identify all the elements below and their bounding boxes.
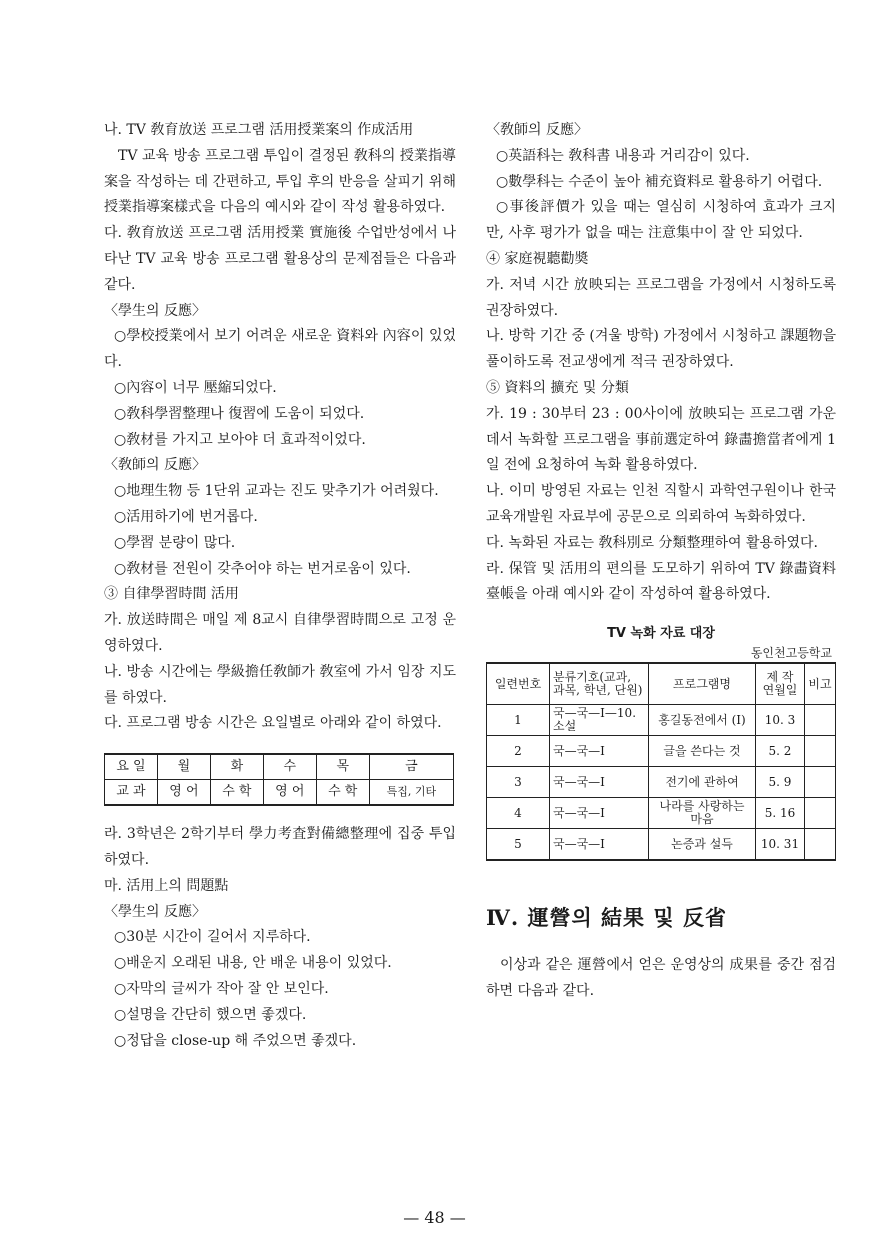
student-reaction-item: ○內容이 너무 壓縮되었다. <box>114 379 277 396</box>
table-cell: 월 <box>157 754 210 780</box>
table-cell: 특집, 기타 <box>369 780 453 806</box>
paragraph-recording-selection: 가. 19 : 30부터 23 : 00사이에 放映되는 프로그램 가운데서 녹화할 프로그램을 事前選定하여 錄畵擔當者에게 1일 전에 요청하여 녹화 활용하였다. <box>486 405 836 474</box>
table-header-row <box>487 663 836 705</box>
student-problem-item: ○정답을 close-up 해 주었으면 좋겠다. <box>114 1032 357 1049</box>
paragraph-vacation-viewing: 나. 방학 기간 중 (겨울 방학) 가정에서 시청하고 課題物을 풀이하도록 전교생에게 적극 권장하였다. <box>486 328 836 371</box>
table-cell: 요 일 <box>105 754 158 780</box>
student-problem-item: ○자막의 글씨가 작아 잘 안 보인다. <box>114 980 329 997</box>
teacher-problem-item: ○數學科는 수준이 높아 補充資料로 활용하기 어렵다. <box>496 173 823 190</box>
table-cell: 수 학 <box>316 780 369 806</box>
table-cell: 논증과 설득 <box>649 829 756 861</box>
student-reaction-item: ○敎科學習整理나 復習에 도움이 되었다. <box>114 405 365 422</box>
table-row <box>487 767 836 798</box>
table-cell <box>805 736 836 767</box>
section-title-results: Ⅳ. 運營의 結果 및 反省 <box>486 905 727 931</box>
table-cell: 국—국—Ⅰ <box>550 736 649 767</box>
table-cell: 화 <box>210 754 263 780</box>
column-header: 제 작 연월일 <box>756 663 805 705</box>
school-name: 동인천고등학교 <box>750 646 832 661</box>
table-cell: 목 <box>316 754 369 780</box>
table-cell: 3 <box>487 767 550 798</box>
table-cell: 수 <box>263 754 316 780</box>
paragraph-na-heading: 나. TV 敎育放送 프로그램 活用授業案의 作成活用 <box>104 122 414 138</box>
table-row <box>487 705 836 736</box>
paragraph-da-reflection: 다. 敎育放送 프로그램 活用授業 實施後 수업반성에서 나타난 TV 교육 방송 프로그램 활용상의 문제점들은 다음과 같다. <box>104 225 456 293</box>
teacher-reaction-heading: 〈敎師의 反應〉 <box>104 457 206 474</box>
student-problem-item: ○30분 시간이 길어서 지루하다. <box>114 929 311 946</box>
student-reaction-heading: 〈學生의 反應〉 <box>104 302 206 319</box>
paragraph-weekday-schedule: 다. 프로그램 방송 시간은 요일별로 아래와 같이 하였다. <box>104 715 442 732</box>
table-cell: 5. 9 <box>756 767 805 798</box>
paragraph-ledger: 라. 保管 및 活用의 편의를 도모하기 위하여 TV 錄畵資料臺帳을 아래 예시와 같이 작성하여 활용하였다. <box>486 560 836 603</box>
section-heading-5: ⑤ 資料의 擴充 및 分類 <box>486 379 629 396</box>
column-header: 분류기호(교과, 과목, 학년, 단원) <box>550 663 649 705</box>
paragraph-program-input: TV 교육 방송 프로그램 투입이 결정된 敎科의 授業指導案을 작성하는 데 간편하고, 투입 후의 반응을 살피기 위해 授業指導案樣式을 다음의 예시와 같이 작성 활용하였다. <box>104 147 456 216</box>
paragraph-recording-request: 나. 이미 방영된 자료는 인천 직할시 과학연구원이나 한국교육개발원 자료부에 공문으로 의뢰하여 녹화하였다. <box>486 483 836 525</box>
table-cell: 영 어 <box>157 780 210 806</box>
student-reaction-heading: 〈學生의 反應〉 <box>104 903 206 920</box>
table-cell: 홍길동전에서 (Ⅰ) <box>649 705 756 736</box>
table-cell: 국—국—Ⅰ <box>550 829 649 861</box>
table-cell: 국—국—Ⅰ—10. 소설 <box>550 705 649 736</box>
table-cell: 10. 31 <box>756 829 805 861</box>
table-cell: 1 <box>487 705 550 736</box>
left-column <box>104 118 456 1054</box>
teacher-reaction-heading: 〈敎師의 反應〉 <box>486 122 588 138</box>
table-cell: 5. 16 <box>756 798 805 829</box>
table-cell <box>805 829 836 861</box>
teacher-problem-item: ○英語科는 敎科書 내용과 거리감이 있다. <box>496 147 750 164</box>
table-cell: 나라를 사랑하는 마음 <box>649 798 756 829</box>
right-column <box>486 118 836 1005</box>
table-row <box>487 829 836 861</box>
section-heading-4: ④ 家庭視聽勸奬 <box>486 250 589 267</box>
table-cell: 전기에 관하여 <box>649 767 756 798</box>
teacher-problem-item: ○事後評價가 있을 때는 열심히 시청하여 효과가 크지만, 사후 평가가 없을 때는 注意集中이 잘 안 되었다. <box>486 199 836 242</box>
table-cell: 2 <box>487 736 550 767</box>
table-row <box>105 780 454 806</box>
table-cell <box>805 798 836 829</box>
paragraph-classification: 다. 녹화된 자료는 敎科別로 分類整理하여 활용하였다. <box>486 534 819 551</box>
table-cell: 금 <box>369 754 453 780</box>
table-cell: 글을 쓴다는 것 <box>649 736 756 767</box>
student-reaction-item: ○學校授業에서 보기 어려운 새로운 資料와 內容이 있었다. <box>104 328 456 371</box>
section-heading-3: ③ 自律學習時間 活用 <box>104 586 239 603</box>
column-header: 프로그램명 <box>649 663 756 705</box>
table-cell: 5 <box>487 829 550 861</box>
table-cell <box>805 705 836 736</box>
paragraph-third-grade: 라. 3학년은 2학기부터 學力考査對備總整理에 집중 투입하였다. <box>104 826 456 868</box>
table-cell: 국—국—Ⅰ <box>550 767 649 798</box>
table-cell <box>805 767 836 798</box>
paragraph-broadcast-time: 가. 放送時間은 매일 제 8교시 自律學習時間으로 고정 운영하였다. <box>104 612 456 654</box>
table-row <box>105 754 454 780</box>
weekday-schedule-table <box>104 753 454 806</box>
teacher-reaction-item: ○地理生物 등 1단위 교과는 진도 맞추기가 어려웠다. <box>114 483 439 500</box>
paragraph-problems-heading: 마. 活用上의 問題點 <box>104 877 229 894</box>
table-row <box>487 798 836 829</box>
paragraph-homeroom-teacher: 나. 방송 시간에는 學級擔任敎師가 敎室에 가서 임장 지도를 하였다. <box>104 663 456 706</box>
table-cell: 수 학 <box>210 780 263 806</box>
table-cell: 5. 2 <box>756 736 805 767</box>
table-cell: 4 <box>487 798 550 829</box>
student-reaction-item: ○敎材를 가지고 보아야 더 효과적이었다. <box>114 431 366 448</box>
table-row <box>487 736 836 767</box>
table-cell: 교 과 <box>105 780 158 806</box>
column-header: 비고 <box>805 663 836 705</box>
student-problem-item: ○설명을 간단히 했으면 좋겠다. <box>114 1006 307 1023</box>
table-cell: 국—국—Ⅰ <box>550 798 649 829</box>
recording-ledger-table <box>486 662 836 861</box>
teacher-reaction-item: ○敎材를 전원이 갖추어야 하는 번거로움이 있다. <box>114 560 411 577</box>
teacher-reaction-item: ○活用하기에 번거롭다. <box>114 508 258 525</box>
column-header: 일련번호 <box>487 663 550 705</box>
table-cell: 10. 3 <box>756 705 805 736</box>
table-cell: 영 어 <box>263 780 316 806</box>
table-title: TV 녹화 자료 대장 <box>607 626 715 642</box>
paragraph-home-viewing: 가. 저녁 시간 放映되는 프로그램을 가정에서 시청하도록 권장하였다. <box>486 276 836 319</box>
student-problem-item: ○배운지 오래된 내용, 안 배운 내용이 있었다. <box>114 955 392 972</box>
paragraph-closing: 이상과 같은 運營에서 얻은 운영상의 成果를 중간 점검하면 다음과 같다. <box>486 957 836 999</box>
page-number: — 48 — <box>403 1208 466 1227</box>
teacher-reaction-item: ○學習 분량이 많다. <box>114 534 236 551</box>
